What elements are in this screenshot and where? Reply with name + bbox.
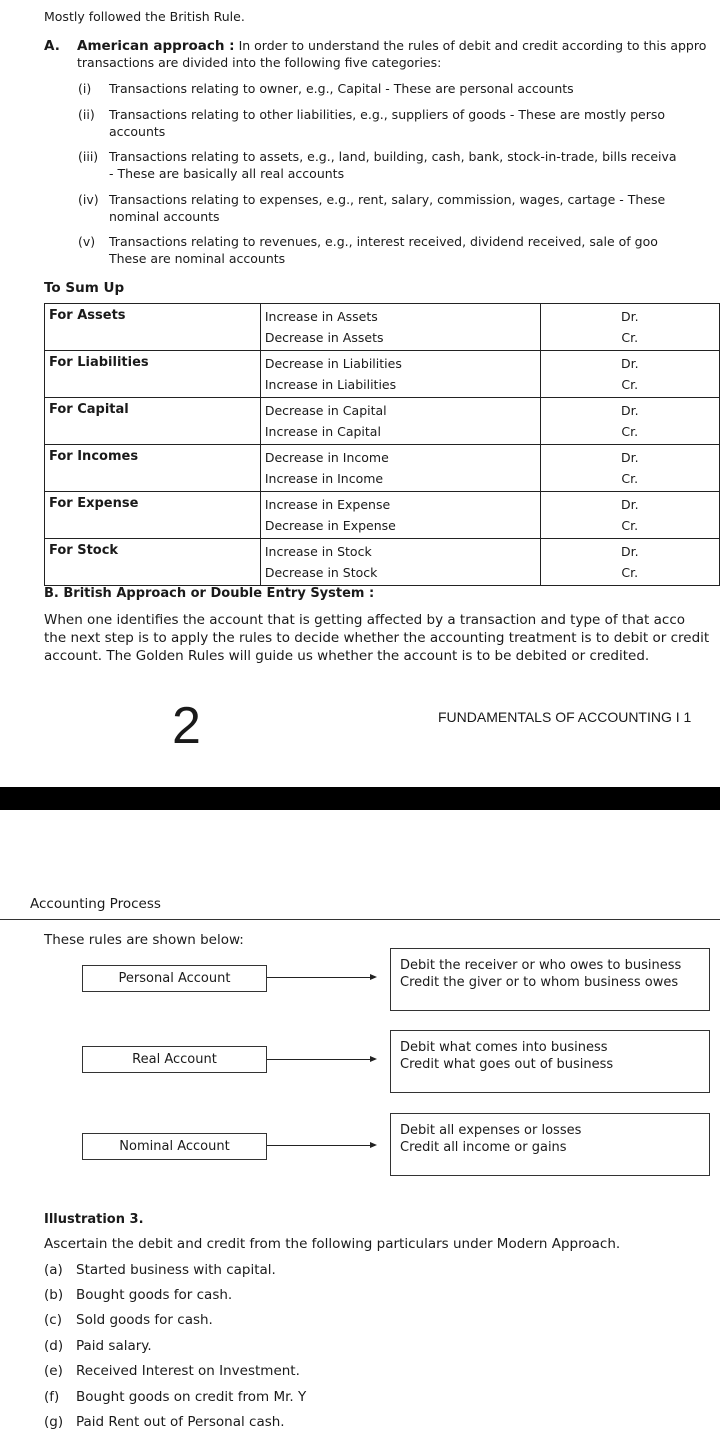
rule-cell: Increase in Income: [264, 471, 384, 486]
category-text: Transactions relating to other liabilities, e.g., suppliers of goods - These are mostly perso: [109, 107, 666, 122]
rule-cell: Decrease in Expense: [264, 518, 396, 533]
item-label: (a): [44, 1262, 63, 1278]
item-text: Bought goods for cash.: [76, 1287, 233, 1303]
category-number: (iii): [78, 149, 99, 164]
item-label: (e): [44, 1363, 63, 1379]
category-text: Transactions relating to revenues, e.g., interest received, dividend received, sale of goo: [109, 234, 658, 249]
header-rule: [0, 919, 720, 920]
section-a-intro-line1: In order to understand the rules of debit and credit according to this appro: [238, 38, 707, 53]
rules-intro: These rules are shown below:: [44, 932, 244, 948]
category-item: [78, 191, 718, 227]
category-item: [78, 233, 718, 269]
dr-cr-cell: Dr.: [620, 544, 639, 559]
category-number: (i): [78, 81, 92, 96]
section-a-intro-line2: transactions are divided into the following five categories:: [77, 55, 442, 70]
dr-cr-cell: Dr.: [620, 497, 639, 512]
row-head: For Capital: [45, 398, 261, 445]
list-item: [44, 1287, 644, 1307]
item-label: (b): [44, 1287, 64, 1303]
item-text: Sold goods for cash.: [76, 1312, 213, 1328]
rule-line: Debit what comes into business: [400, 1040, 608, 1055]
item-label: (f): [44, 1389, 60, 1405]
dr-cr-cell: Cr.: [621, 471, 639, 486]
dr-cr-cell: Cr.: [621, 565, 639, 580]
category-text: Transactions relating to owner, e.g., Capital - These are personal accounts: [109, 81, 574, 96]
sum-up-title: To Sum Up: [44, 280, 125, 296]
table-row: [45, 351, 720, 398]
category-item: [78, 80, 718, 100]
item-text: Bought goods on credit from Mr. Y: [76, 1389, 307, 1405]
dr-cr-cell: Cr.: [621, 330, 639, 345]
list-item: [44, 1312, 644, 1332]
category-number: (ii): [78, 107, 95, 122]
list-item: [44, 1389, 644, 1409]
dr-cr-cell: Dr.: [620, 356, 639, 371]
row-head: For Assets: [45, 304, 261, 351]
nominal-account-box: Nominal Account: [82, 1133, 267, 1160]
dr-cr-cell: Cr.: [621, 518, 639, 533]
rule-cell: Increase in Stock: [264, 544, 372, 559]
table-row: [45, 539, 720, 586]
rule-cell: Decrease in Capital: [264, 403, 387, 418]
item-text: Paid Rent out of Personal cash.: [76, 1414, 285, 1430]
table-row: [45, 304, 720, 351]
illustration-prompt: Ascertain the debit and credit from the following particulars under Modern Approach.: [44, 1236, 621, 1252]
table-row: [45, 492, 720, 539]
dr-cr-cell: Dr.: [620, 403, 639, 418]
rule-cell: Increase in Capital: [264, 424, 381, 439]
rule-line: Credit what goes out of business: [400, 1057, 614, 1072]
category-text: These are nominal accounts: [109, 251, 286, 266]
section-a-marker: A.: [44, 38, 60, 54]
page-separator: [0, 787, 720, 810]
sum-up-table: [44, 303, 720, 586]
rule-cell: Decrease in Liabilities: [264, 356, 402, 371]
category-text: accounts: [109, 124, 166, 139]
section-b-heading: B. British Approach or Double Entry System :: [44, 586, 375, 601]
item-text: Paid salary.: [76, 1338, 152, 1354]
rule-line: Debit all expenses or losses: [400, 1123, 582, 1138]
real-account-box: Real Account: [82, 1046, 267, 1073]
row-head: For Expense: [45, 492, 261, 539]
table-row: [45, 445, 720, 492]
rule-line: Credit all income or gains: [400, 1140, 567, 1155]
rule-cell: Increase in Expense: [264, 497, 391, 512]
rule-cell: Decrease in Stock: [264, 565, 378, 580]
dr-cr-cell: Cr.: [621, 424, 639, 439]
item-label: (g): [44, 1414, 64, 1430]
list-item: [44, 1363, 644, 1383]
category-text: Transactions relating to assets, e.g., land, building, cash, bank, stock-in-trade, bills receiva: [109, 149, 677, 164]
section-a-heading: American approach :: [77, 38, 235, 54]
top-line: Mostly followed the British Rule.: [44, 9, 245, 24]
section-b-para-line: account. The Golden Rules will guide us whether the account is to be debited or credited.: [44, 648, 650, 664]
running-header: Accounting Process: [30, 896, 161, 912]
rule-cell: Decrease in Assets: [264, 330, 384, 345]
rule-cell: Increase in Assets: [264, 309, 378, 324]
arrow-right-icon: [267, 1059, 375, 1060]
section-a-intro: [77, 38, 706, 54]
dr-cr-cell: Dr.: [620, 450, 639, 465]
rule-cell: Decrease in Income: [264, 450, 389, 465]
category-number: (iv): [78, 192, 99, 207]
list-item: [44, 1338, 644, 1358]
row-head: For Liabilities: [45, 351, 261, 398]
category-number: (v): [78, 234, 96, 249]
arrow-right-icon: [267, 977, 375, 978]
dr-cr-cell: Dr.: [620, 309, 639, 324]
rule-line: Debit the receiver or who owes to business: [400, 958, 682, 973]
row-head: For Incomes: [45, 445, 261, 492]
illustration-title: Illustration 3.: [44, 1212, 144, 1227]
nominal-rule-box: [390, 1113, 710, 1176]
item-text: Received Interest on Investment.: [76, 1363, 300, 1379]
personal-rule-box: [390, 948, 710, 1011]
category-item: [78, 106, 718, 142]
category-text: - These are basically all real accounts: [109, 166, 345, 181]
category-text: Transactions relating to expenses, e.g., rent, salary, commission, wages, cartage - These: [109, 192, 666, 207]
page-footer-title: FUNDAMENTALS OF ACCOUNTING I 1: [438, 709, 692, 725]
personal-account-box: Personal Account: [82, 965, 267, 992]
category-item: [78, 148, 718, 184]
item-text: Started business with capital.: [76, 1262, 276, 1278]
item-label: (c): [44, 1312, 62, 1328]
section-b-para-line: the next step is to apply the rules to decide whether the accounting treatment is to debit or credit: [44, 630, 710, 646]
dr-cr-cell: Cr.: [621, 377, 639, 392]
item-label: (d): [44, 1338, 64, 1354]
row-head: For Stock: [45, 539, 261, 586]
section-b-para-line: When one identifies the account that is getting affected by a transaction and type of that acco: [44, 612, 686, 628]
list-item: [44, 1262, 644, 1282]
rule-line: Credit the giver or to whom business owes: [400, 975, 679, 990]
page-number: 2: [172, 697, 201, 755]
real-rule-box: [390, 1030, 710, 1093]
category-text: nominal accounts: [109, 209, 220, 224]
list-item: [44, 1414, 644, 1434]
arrow-right-icon: [267, 1145, 375, 1146]
table-row: [45, 398, 720, 445]
rule-cell: Increase in Liabilities: [264, 377, 397, 392]
